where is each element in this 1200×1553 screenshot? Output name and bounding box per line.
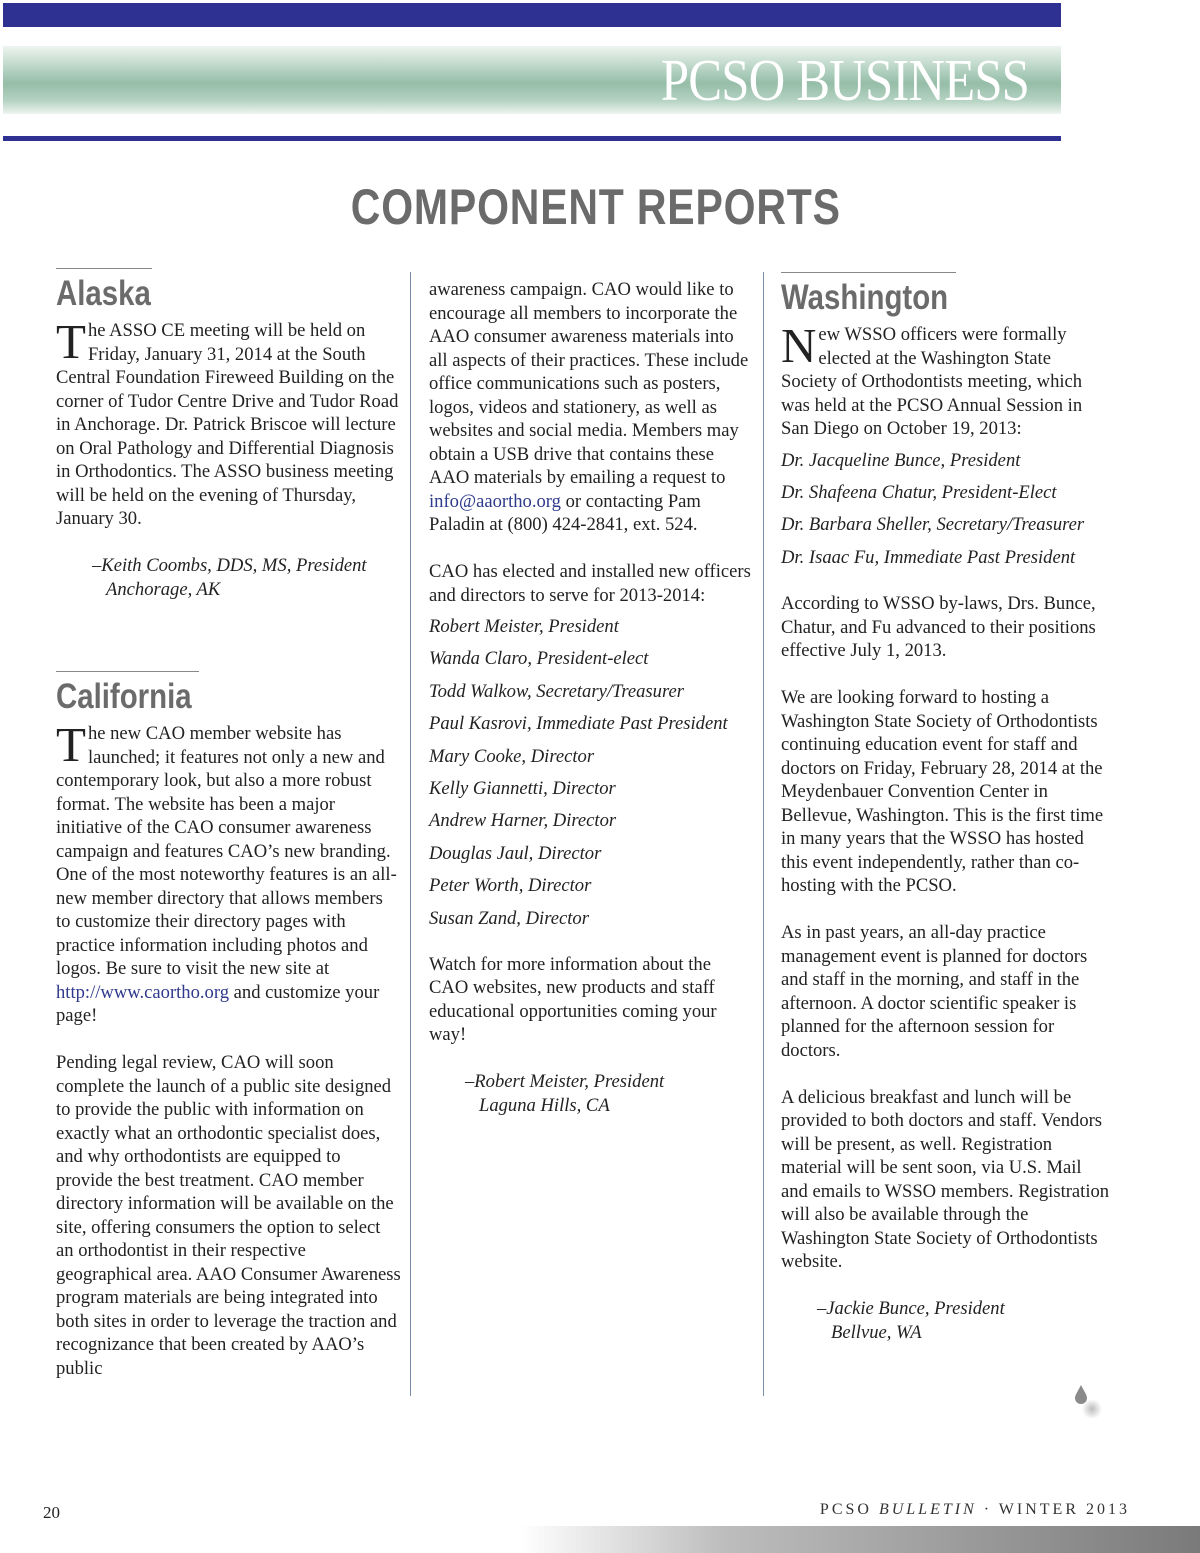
list-item: Dr. Barbara Sheller, Secretary/Treasurer	[781, 514, 1085, 536]
list-item: Douglas Jaul, Director	[429, 842, 602, 864]
list-item: Dr. Shafeena Chatur, President-Elect	[781, 481, 1057, 503]
list-item: Andrew Harner, Director	[429, 810, 617, 832]
washington-heading: Washington	[781, 278, 949, 317]
california-paragraph-2: Pending legal review, CAO will soon complete the launch of a public site designed to provide the public with information on exactly what an orthodontic specialist does, and why orthodontists are equipped to provide the best treatment. CAO member directory information will be available on the site, offering consumers the option to select an orthodontist in their respective geographical area. AAO Consumer Awareness program materials are being integrated into both sites in order to leverage the traction and recognizance that been created by AAO’s public	[56, 1052, 401, 1379]
page-title: COMPONENT REPORTS	[350, 179, 842, 235]
list-item: Peter Worth, Director	[429, 875, 592, 897]
alaska-body: The ASSO CE meeting will be held on Friday, January 31, 2014 at the South Central Foundation Fireweed Building on the corner of Tudor Centre Drive and Tudor Road in Anchorage. Dr. Patrick Briscoe will lecture on Oral Pathology and Differential Diagnosis in Orthodontics. The ASSO business meeting will be held on the evening of Thursday, January 30.	[56, 314, 399, 529]
column-divider-left	[410, 272, 411, 1396]
california-signature-name: –Robert Meister, President	[465, 1071, 665, 1093]
header-bottom-rule	[3, 136, 1061, 141]
california-paragraph-5: Watch for more information about the CAO websites, new products and staff educational opportunities coming your way!	[429, 953, 717, 1046]
washington-paragraph-2: According to WSSO by-laws, Drs. Bunce, Chatur, and Fu advanced to their positions effective July 1, 2013.	[781, 593, 1096, 662]
washington-signature-name: –Jackie Bunce, President	[817, 1298, 1005, 1320]
washington-paragraph-4: As in past years, an all-day practice management event is planned for doctors and staff in the morning, and staff in the afternoon. A doctor scientific speaker is planned for the afternoon session for doctors.	[781, 922, 1088, 1061]
droplet-icon	[1072, 1383, 1102, 1423]
heading-rule	[781, 272, 956, 273]
alaska-heading: Alaska	[56, 274, 151, 313]
list-item: Mary Cooke, Director	[429, 745, 595, 767]
list-item: Dr. Jacqueline Bunce, President	[781, 449, 1021, 471]
list-item: Robert Meister, President	[429, 616, 619, 637]
column-left	[56, 268, 401, 1380]
california-paragraph-4: CAO has elected and installed new officers and directors to serve for 2013-2014:	[429, 561, 751, 606]
section-title: PCSO BUSINESS	[660, 47, 1029, 113]
alaska-signature-name: –Keith Coombs, DDS, MS, President	[92, 555, 367, 576]
publication-footer: PCSO BULLETIN · WINTER 2013	[819, 1501, 1130, 1518]
page-number: 20	[43, 1503, 60, 1522]
alaska-signature-place: Anchorage, AK	[106, 578, 221, 600]
california-paragraph-3: awareness campaign. CAO would like to encourage all members to incorporate the AAO consumer awareness materials into all aspects of their practices. These include office communications such as posters, logos, videos and stationery, as well as websites and social media. Members may obtain a USB drive that contains these AAO materials by emailing a request to info@aaortho.org or contacting Pam Paladin at (800) 424-2841, ext. 524.	[429, 279, 749, 535]
washington-paragraph-5: A delicious breakfast and lunch will be provided to both doctors and staff. Vendors will be present, as well. Registration material will be sent soon, via U.S. Mail and emails to WSSO members. Registration will also be available through the Washington State Society of Orthodontists website.	[781, 1086, 1110, 1273]
column-right	[781, 272, 1111, 1344]
list-item: Wanda Claro, President-elect	[429, 648, 649, 670]
section-banner	[3, 46, 1061, 114]
caortho-link[interactable]: http://www.caortho.org	[56, 981, 229, 1003]
list-item: Paul Kasrovi, Immediate Past President	[429, 713, 728, 735]
washington-paragraph-3: We are looking forward to hosting a Washington State Society of Orthodontists continuing education event for staff and doctors on Friday, February 28, 2014 at the Meydenbauer Convention Center in Bellevue, Washington. This is the first time in many years that the WSSO has hosted this event independently, rather than co-hosting with the PCSO.	[781, 687, 1104, 897]
washington-officer-list	[781, 449, 1111, 570]
drop-cap: N	[781, 318, 817, 373]
drop-cap: T	[56, 717, 86, 772]
column-divider-right	[763, 272, 764, 1396]
california-officer-list	[429, 615, 751, 930]
aaortho-email-link[interactable]: info@aaortho.org	[429, 490, 561, 512]
list-item: Susan Zand, Director	[429, 907, 589, 929]
washington-paragraph-1: New WSSO officers were formally elected at the Washington State Society of Orthodontists meeting, which was held at the PCSO Annual Session in San Diego on October 19, 2013:	[781, 318, 1083, 439]
list-item: Dr. Isaac Fu, Immediate Past President	[781, 546, 1076, 568]
heading-rule	[56, 671, 199, 672]
list-item: Kelly Giannetti, Director	[429, 777, 616, 799]
california-heading: California	[56, 677, 192, 716]
drop-cap: T	[56, 314, 86, 369]
header-top-bar	[3, 3, 1061, 27]
column-middle	[429, 278, 751, 1117]
list-item: Todd Walkow, Secretary/Treasurer	[429, 680, 684, 702]
california-paragraph-1: The new CAO member website has launched; it features not only a new and contemporary look, but also a more robust format. The website has been a major initiative of the CAO consumer awareness campaign and features CAO’s new branding. One of the most noteworthy features is an all-new member directory that allows members to customize their directory pages with practice information including photos and logos. Be sure to visit the new site at http://www.caortho.org and customize your page!	[56, 717, 397, 1026]
heading-rule	[56, 268, 152, 269]
california-signature-place: Laguna Hills, CA	[479, 1094, 610, 1116]
washington-signature-place: Bellvue, WA	[831, 1321, 922, 1343]
footer-gradient-band	[520, 1526, 1200, 1553]
